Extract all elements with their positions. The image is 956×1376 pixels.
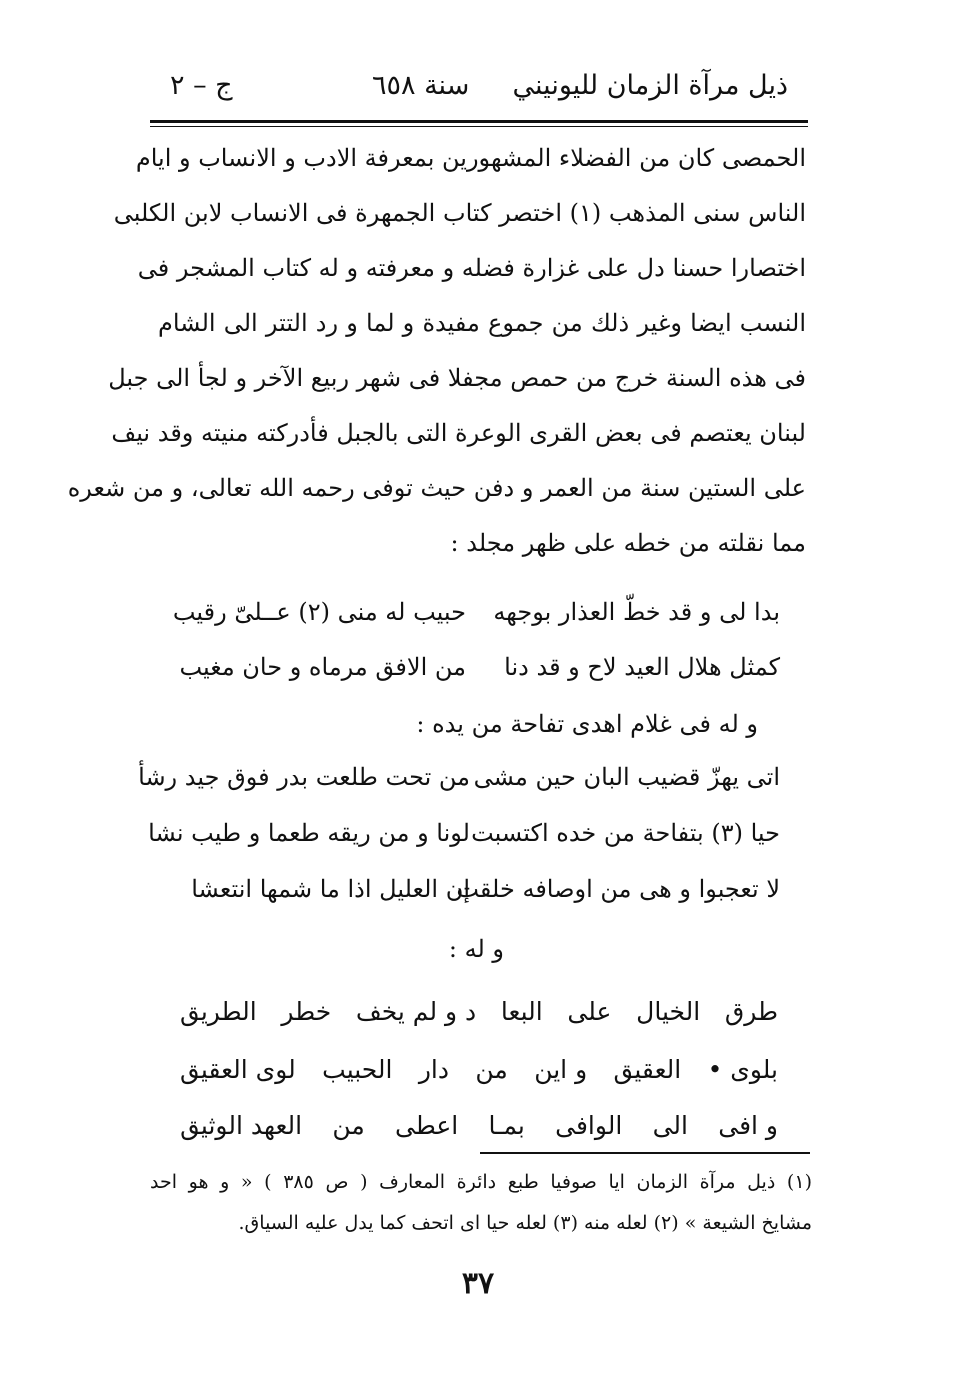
verse-word: دار [418, 1055, 450, 1084]
verse-second-hemistich: حبيب له منى (٢) عــلىّ رقيب [172, 598, 466, 626]
verse-word: من [332, 1111, 365, 1140]
footnote-line: (١) ذيل مرآة الزمان ايا صوفيا طبع دائرة المعارف ( ص ٣٨٥ ) « و هو احد [150, 1171, 812, 1193]
verse-word: لوى العقيق [180, 1055, 296, 1084]
verse-second-hemistich: من الافق مرماه و حان مغيب [179, 653, 466, 681]
verse-line [172, 585, 780, 640]
prose-line: لبنان يعتصم فى بعض القرى الوعرة التى بالجبل فأدركته منيته وقد نيف [111, 419, 806, 447]
prose-line: مما نقلته من خطه على ظهر مجلد : [450, 529, 806, 557]
verse-line [176, 640, 780, 695]
spread-verse-line [180, 1040, 778, 1100]
verse-first-hemistich: حيا (٣) بتفاحة من خده اكتسبت [471, 819, 780, 847]
poem-intro: و له : [448, 935, 504, 963]
verse-word: العهد الوثيق [180, 1111, 303, 1140]
verse-line [138, 750, 780, 805]
prose-line: فى هذه السنة خرج من حمص مجفلا فى شهر ربيع الآخر و لجأ الى جبل [108, 364, 806, 392]
verse-second-hemistich: لونا و من ريقه طعما و طيب نشا [148, 819, 470, 847]
verse-first-hemistich: لا تعجبوا و هى من اوصافه خلقت [456, 875, 780, 903]
verse-line [170, 862, 780, 917]
verse-word: الى [652, 1111, 688, 1140]
verse-first-hemistich: بدا لى و قد خطّ العذار بوجهه [493, 598, 780, 626]
header-rule-thin [150, 126, 808, 127]
verse-second-hemistich: من تحت طلعت بدر فوق جيد رشأ [138, 763, 470, 791]
spread-verse-line [180, 1096, 778, 1156]
verse-word: خطر [281, 997, 332, 1026]
verse-first-hemistich: كمثل هلال العيد لاح و قد دنا [504, 653, 780, 681]
verse-word: بلوى • [707, 1055, 778, 1084]
verse-word: العقيق [613, 1055, 682, 1084]
verse-word: بمـا [488, 1111, 525, 1140]
prose-line: الناس سنى المذهب (١) اختصر كتاب الجمهرة فى الانساب لابن الكلبى [113, 199, 806, 227]
header-rule-thick [150, 120, 808, 123]
verse-first-hemistich: اتى يهزّ قضيب البان حين مشى [473, 763, 780, 791]
prose-line: الحمصى كان من الفضلاء المشهورين بمعرفة الادب و الانساب و ايام [135, 144, 806, 172]
poem-intro: و له فى غلام اهدى تفاحة من يده : [416, 710, 758, 738]
verse-word: من [475, 1055, 508, 1084]
verse-word: الطريق [180, 997, 257, 1026]
volume-label: ج – ٢ [170, 70, 233, 101]
prose-line: اختصارا حسنا دل على غزارة فضله و معرفته و له كتاب المشجر فى [137, 254, 806, 282]
verse-word: البعا [500, 997, 543, 1026]
prose-block [67, 131, 806, 571]
footnote-rule [480, 1152, 810, 1154]
verse-word: اعطى [395, 1111, 459, 1140]
prose-line: على الستين سنة من العمر و دفن حيث توفى رحمه الله تعالى، و من شعره [67, 474, 806, 502]
book-title: ذيل مرآة الزمان لليونيني [512, 70, 788, 101]
verse-word: و اين [534, 1055, 588, 1084]
year-label: سنة ٦٥٨ [371, 70, 470, 101]
verse-word: الحبيب [322, 1055, 393, 1084]
running-header-title [372, 66, 788, 106]
verse-word: الوافى [555, 1111, 623, 1140]
verse-second-hemistich: إن العليل اذا ما شمها انتعشا [191, 875, 470, 903]
spread-verse-line [180, 982, 778, 1042]
verse-word: د و لم يخف [355, 997, 477, 1026]
verse-word: الخيال [636, 997, 701, 1026]
prose-line: النسب ايضا وغير ذلك من جموع مفيدة و لما و رد التتر الى الشام [158, 309, 806, 337]
footnote-line: مشايخ الشيعة » (٢) لعله منه (٣) لعله حيا اى اتحف كما يدل عليه السياق. [238, 1212, 812, 1234]
page-number: ٣٧ [461, 1266, 495, 1301]
verse-line [148, 806, 780, 861]
verse-word: على [567, 997, 612, 1026]
verse-word: و افى [718, 1111, 778, 1140]
verse-word: طرق [724, 997, 778, 1026]
